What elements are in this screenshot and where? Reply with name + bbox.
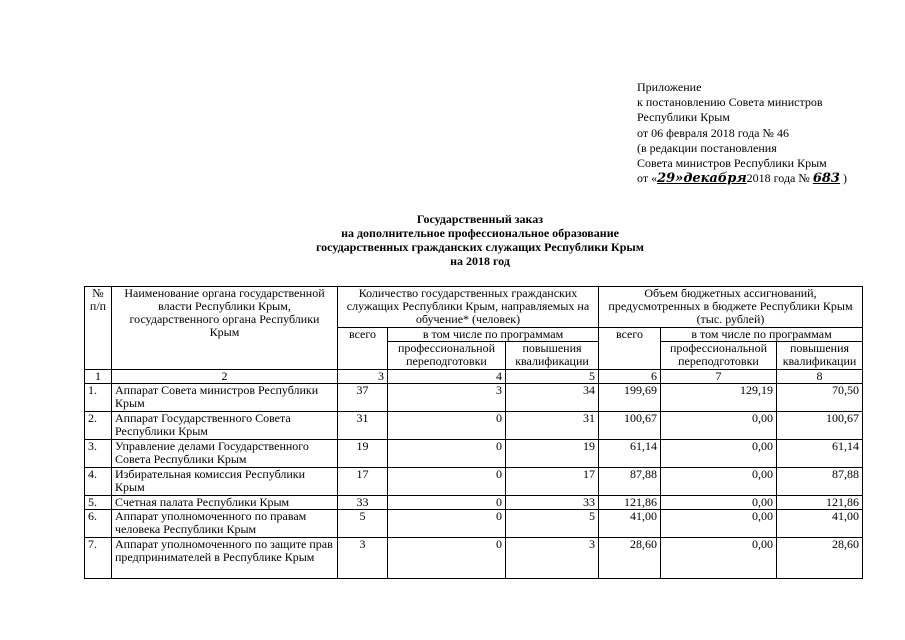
date-suffix: ) [842, 171, 847, 186]
row-retraining: 0 [388, 510, 506, 538]
row-budget-qualification: 28,60 [777, 538, 863, 579]
handwritten-day: 29» [657, 171, 684, 187]
row-org: Избирательная комиссия Республики Крым [112, 468, 338, 496]
column-number: 6 [599, 370, 661, 384]
title-line: Государственный заказ [416, 212, 544, 226]
row-budget-qualification: 61,14 [777, 440, 863, 468]
row-retraining: 0 [388, 468, 506, 496]
row-budget-total: 121,86 [599, 496, 661, 510]
row-qualification: 33 [506, 496, 599, 510]
row-budget-total: 100,67 [599, 412, 661, 440]
title-line: на 2018 год [450, 254, 510, 268]
header-total: всего [338, 328, 388, 370]
row-org: Аппарат уполномоченного по правам человека Республики Крым [112, 510, 338, 538]
row-total: 5 [338, 510, 388, 538]
column-number: 1 [85, 370, 112, 384]
table-row [85, 412, 863, 440]
table-row [85, 468, 863, 496]
table-row [85, 384, 863, 412]
row-budget-retraining: 0,00 [661, 468, 777, 496]
column-number: 8 [777, 370, 863, 384]
appendix-line: к постановлению Совета министров [637, 95, 823, 110]
column-number: 3 [338, 370, 388, 384]
row-num: 1. [85, 384, 112, 412]
row-org: Аппарат уполномоченного по защите прав предпринимателей в Республике Крым [112, 538, 338, 579]
column-number: 2 [112, 370, 338, 384]
header-budget-group: Объем бюджетных ассигнований, предусмотренных в бюджете Республики Крым (тыс. рублей) [599, 287, 863, 328]
header-budget-incl-programs: в том числе по программам [661, 328, 863, 342]
row-budget-retraining: 0,00 [661, 412, 777, 440]
date-year: 2018 года № [746, 171, 810, 186]
row-org: Управление делами Государственного Совета Республики Крым [112, 440, 338, 468]
header-num: № п/п [85, 287, 112, 370]
row-budget-total: 41,00 [599, 510, 661, 538]
row-budget-qualification: 121,86 [777, 496, 863, 510]
handwritten-number: 683 [812, 171, 840, 187]
row-budget-retraining: 0,00 [661, 440, 777, 468]
row-budget-retraining: 0,00 [661, 538, 777, 579]
column-number: 5 [506, 370, 599, 384]
row-budget-total: 87,88 [599, 468, 661, 496]
table-row [85, 510, 863, 538]
row-qualification: 19 [506, 440, 599, 468]
row-total: 19 [338, 440, 388, 468]
row-qualification: 31 [506, 412, 599, 440]
title-line: на дополнительное профессиональное образование [341, 226, 619, 240]
order-table [84, 286, 863, 579]
row-org: Аппарат Государственного Совета Республики Крым [112, 412, 338, 440]
title-line: государственных гражданских служащих Республики Крым [316, 240, 644, 254]
row-budget-total: 199,69 [599, 384, 661, 412]
row-qualification: 5 [506, 510, 599, 538]
appendix-date-line [637, 171, 847, 186]
row-num: 3. [85, 440, 112, 468]
row-budget-total: 28,60 [599, 538, 661, 579]
row-qualification: 17 [506, 468, 599, 496]
row-total: 37 [338, 384, 388, 412]
header-budget-total: всего [599, 328, 661, 370]
row-budget-qualification: 100,67 [777, 412, 863, 440]
row-retraining: 0 [388, 412, 506, 440]
appendix-line: от 06 февраля 2018 года № 46 [637, 125, 789, 140]
header-org: Наименование органа государственной власти Республики Крым, государственного органа Республики Крым [112, 287, 338, 370]
row-num: 4. [85, 468, 112, 496]
row-retraining: 0 [388, 538, 506, 579]
row-budget-qualification: 87,88 [777, 468, 863, 496]
handwritten-month: декабря [683, 171, 747, 187]
row-org: Аппарат Совета министров Республики Крым [112, 384, 338, 412]
row-retraining: 0 [388, 496, 506, 510]
appendix-line: Республики Крым [637, 110, 730, 125]
row-retraining: 3 [388, 384, 506, 412]
row-total: 33 [338, 496, 388, 510]
column-number: 7 [661, 370, 777, 384]
appendix-line: (в редакции постановления [637, 140, 777, 155]
table-row [85, 538, 863, 579]
header-budget-qualification: повышения квалификации [777, 342, 863, 370]
header-retraining: профессиональной переподготовки [388, 342, 506, 370]
document-title [0, 212, 905, 268]
row-retraining: 0 [388, 440, 506, 468]
row-num: 2. [85, 412, 112, 440]
row-total: 17 [338, 468, 388, 496]
header-count-group: Количество государственных гражданских служащих Республики Крым, направляемых на обучение* (человек) [338, 287, 599, 328]
table-row [85, 440, 863, 468]
header-budget-retraining: профессиональной переподготовки [661, 342, 777, 370]
appendix-line: Приложение [637, 80, 702, 94]
appendix-line: Совета министров Республики Крым [637, 156, 827, 171]
row-budget-retraining: 0,00 [661, 496, 777, 510]
appendix-block [637, 80, 847, 186]
column-number: 4 [388, 370, 506, 384]
row-org: Счетная палата Республики Крым [112, 496, 338, 510]
column-number-row [85, 370, 863, 384]
header-qualification: повышения квалификации [506, 342, 599, 370]
row-total: 3 [338, 538, 388, 579]
row-total: 31 [338, 412, 388, 440]
row-budget-total: 61,14 [599, 440, 661, 468]
row-num: 7. [85, 538, 112, 579]
row-budget-qualification: 41,00 [777, 510, 863, 538]
row-qualification: 3 [506, 538, 599, 579]
header-incl-programs: в том числе по программам [388, 328, 599, 342]
row-num: 6. [85, 510, 112, 538]
row-budget-retraining: 0,00 [661, 510, 777, 538]
row-budget-retraining: 129,19 [661, 384, 777, 412]
row-qualification: 34 [506, 384, 599, 412]
date-prefix: от « [637, 171, 658, 186]
row-num: 5. [85, 496, 112, 510]
table-row [85, 496, 863, 510]
row-budget-qualification: 70,50 [777, 384, 863, 412]
